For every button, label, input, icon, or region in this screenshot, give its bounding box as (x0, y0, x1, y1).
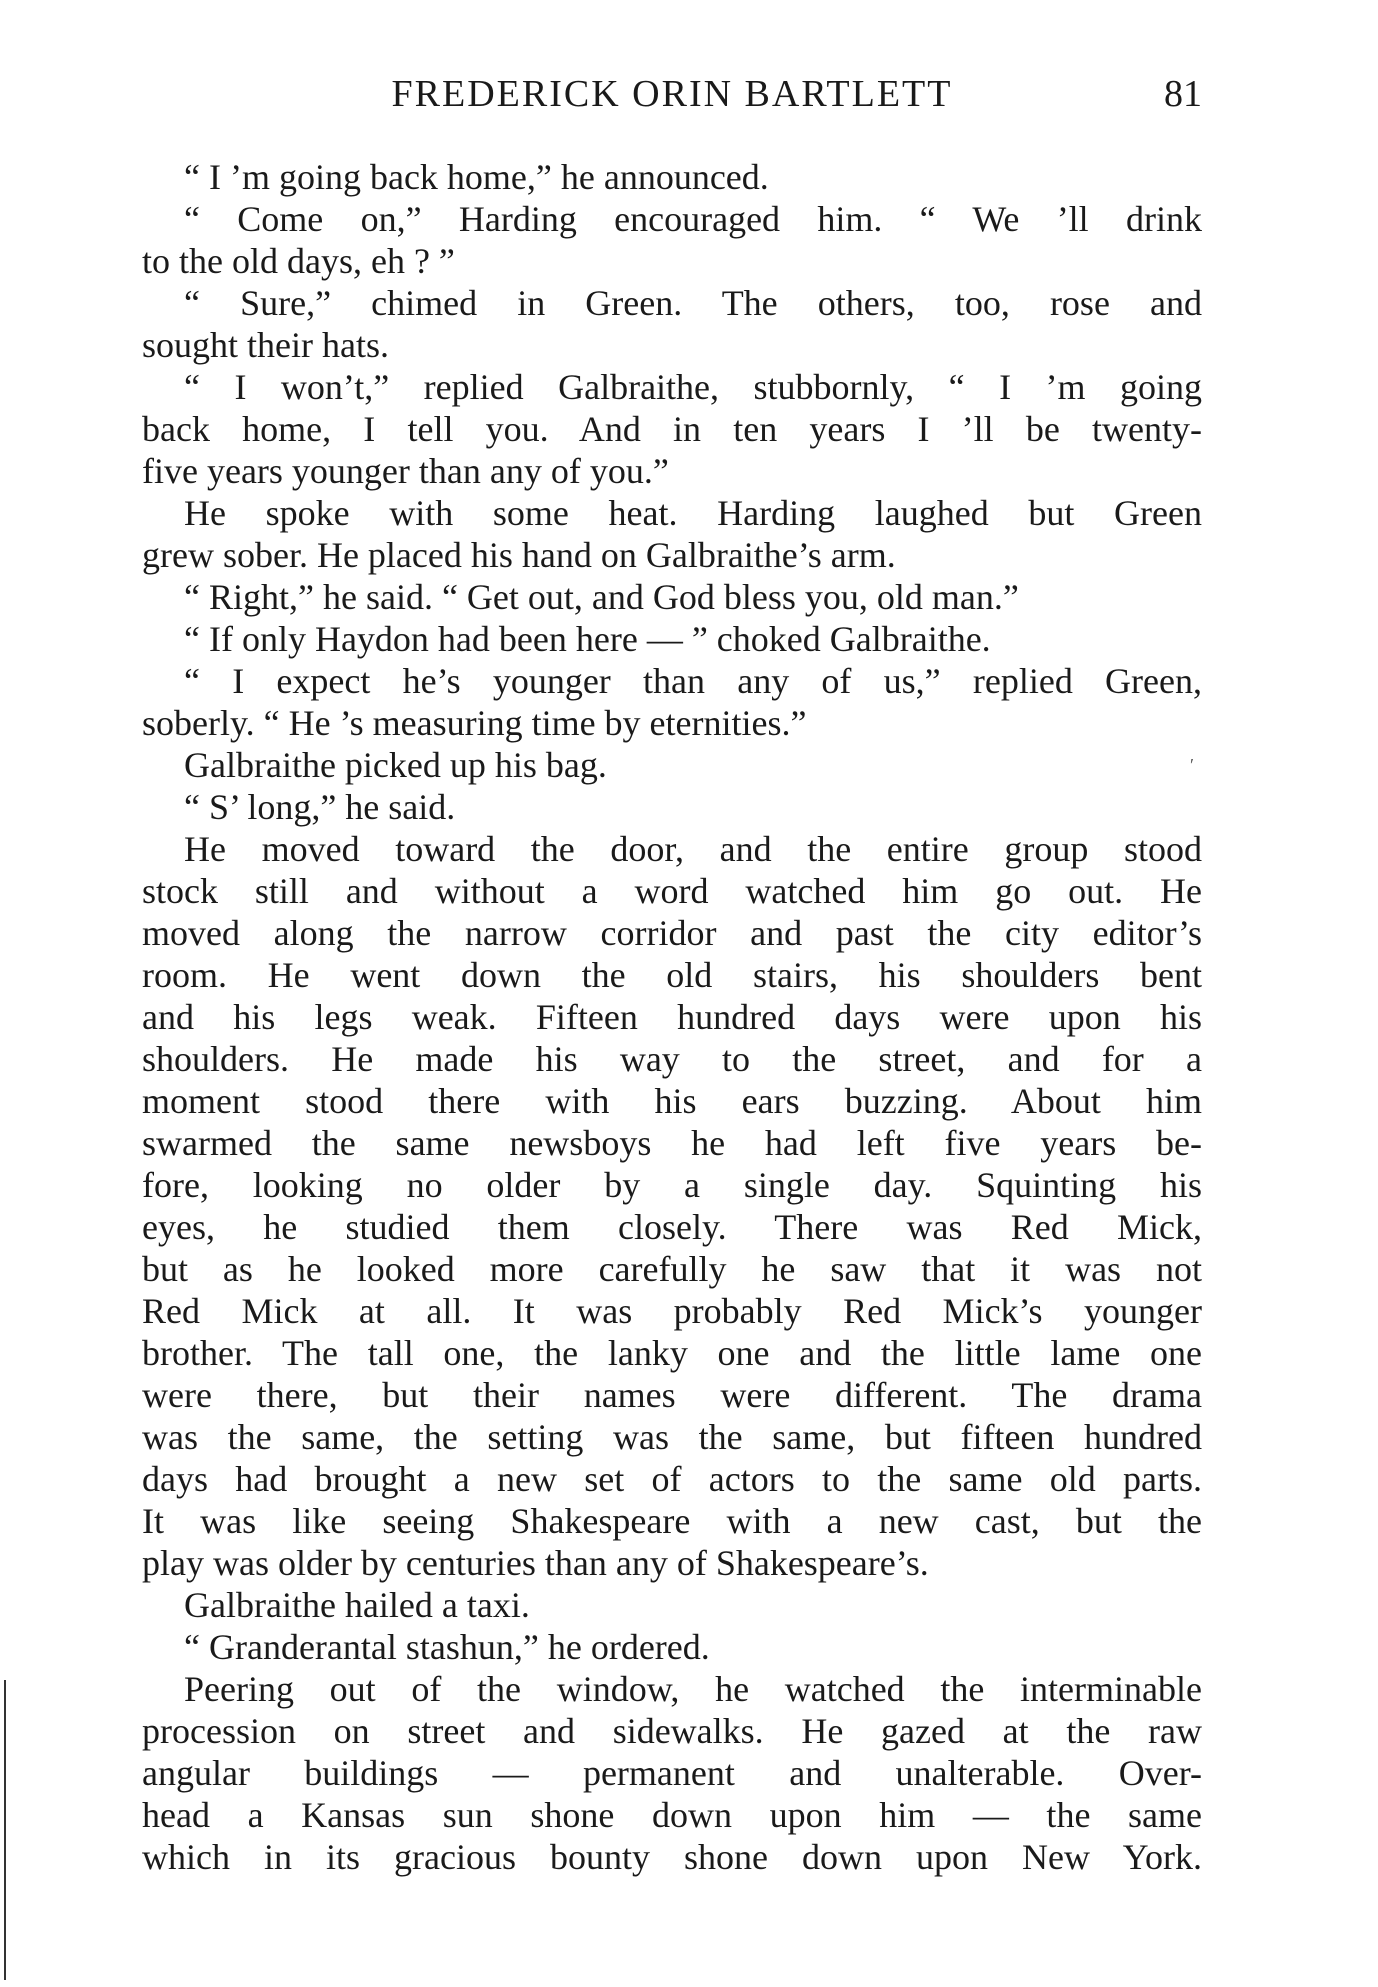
text-line: which in its gracious bounty shone down upon New York. (142, 1837, 1202, 1877)
text-line: room. He went down the old stairs, his shoulders bent (142, 955, 1202, 995)
text-line: “ Right,” he said. “ Get out, and God bless you, old man.” (184, 577, 1019, 617)
text-line: “ Come on,” Harding encouraged him. “ We ’ll drink (184, 199, 1202, 239)
text-line: sought their hats. (142, 325, 389, 365)
text-line: “ If only Haydon had been here — ” choked Galbraithe. (184, 619, 991, 659)
text-line: Galbraithe hailed a taxi. (184, 1585, 530, 1625)
ink-speck: ′ (1190, 755, 1194, 775)
text-line: angular buildings — permanent and unalterable. Over- (142, 1753, 1202, 1793)
text-line: “ I ’m going back home,” he announced. (184, 157, 769, 197)
text-line: moment stood there with his ears buzzing. About him (142, 1081, 1202, 1121)
page-number: 81 (1164, 73, 1202, 115)
text-line: brother. The tall one, the lanky one and the little lame one (142, 1333, 1202, 1373)
text-line: It was like seeing Shakespeare with a new cast, but the (142, 1501, 1202, 1541)
text-line: soberly. “ He ’s measuring time by eternities.” (142, 703, 807, 743)
text-line: “ I won’t,” replied Galbraithe, stubbornly, “ I ’m going (184, 367, 1202, 407)
text-line: and his legs weak. Fifteen hundred days were upon his (142, 997, 1202, 1037)
text-line: five years younger than any of you.” (142, 451, 669, 491)
text-line: back home, I tell you. And in ten years I ’ll be twenty- (142, 409, 1202, 449)
text-line: “ I expect he’s younger than any of us,” replied Green, (184, 661, 1202, 701)
text-line: but as he looked more carefully he saw that it was not (142, 1249, 1202, 1289)
text-line: Red Mick at all. It was probably Red Mick’s younger (142, 1291, 1202, 1331)
text-line: stock still and without a word watched him go out. He (142, 871, 1202, 911)
text-line: moved along the narrow corridor and past the city editor’s (142, 913, 1202, 953)
running-head: FREDERICK ORIN BARTLETT (391, 73, 953, 115)
text-line: fore, looking no older by a single day. Squinting his (142, 1165, 1202, 1205)
text-line: Galbraithe picked up his bag. (184, 745, 607, 785)
text-line: head a Kansas sun shone down upon him — the same (142, 1795, 1202, 1835)
text-line: Peering out of the window, he watched the interminable (184, 1669, 1202, 1709)
text-line: were there, but their names were different. The drama (142, 1375, 1202, 1415)
text-line: He spoke with some heat. Harding laughed but Green (184, 493, 1202, 533)
body-text (142, 156, 1202, 1878)
page-header (142, 72, 1202, 120)
margin-scan-edge (4, 1680, 6, 1980)
text-line: to the old days, eh ? ” (142, 241, 455, 281)
text-line: swarmed the same newsboys he had left five years be- (142, 1123, 1202, 1163)
text-line: “ Sure,” chimed in Green. The others, too, rose and (184, 283, 1202, 323)
text-line: “ S’ long,” he said. (184, 787, 456, 827)
text-line: procession on street and sidewalks. He gazed at the raw (142, 1711, 1202, 1751)
text-line: eyes, he studied them closely. There was Red Mick, (142, 1207, 1202, 1247)
text-line: shoulders. He made his way to the street, and for a (142, 1039, 1202, 1079)
text-line: was the same, the setting was the same, but fifteen hundred (142, 1417, 1202, 1457)
text-line: grew sober. He placed his hand on Galbraithe’s arm. (142, 535, 896, 575)
text-line: He moved toward the door, and the entire group stood (184, 829, 1202, 869)
text-line: play was older by centuries than any of Shakespeare’s. (142, 1543, 929, 1583)
text-line: “ Granderantal stashun,” he ordered. (184, 1627, 710, 1667)
text-line: days had brought a new set of actors to the same old parts. (142, 1459, 1202, 1499)
